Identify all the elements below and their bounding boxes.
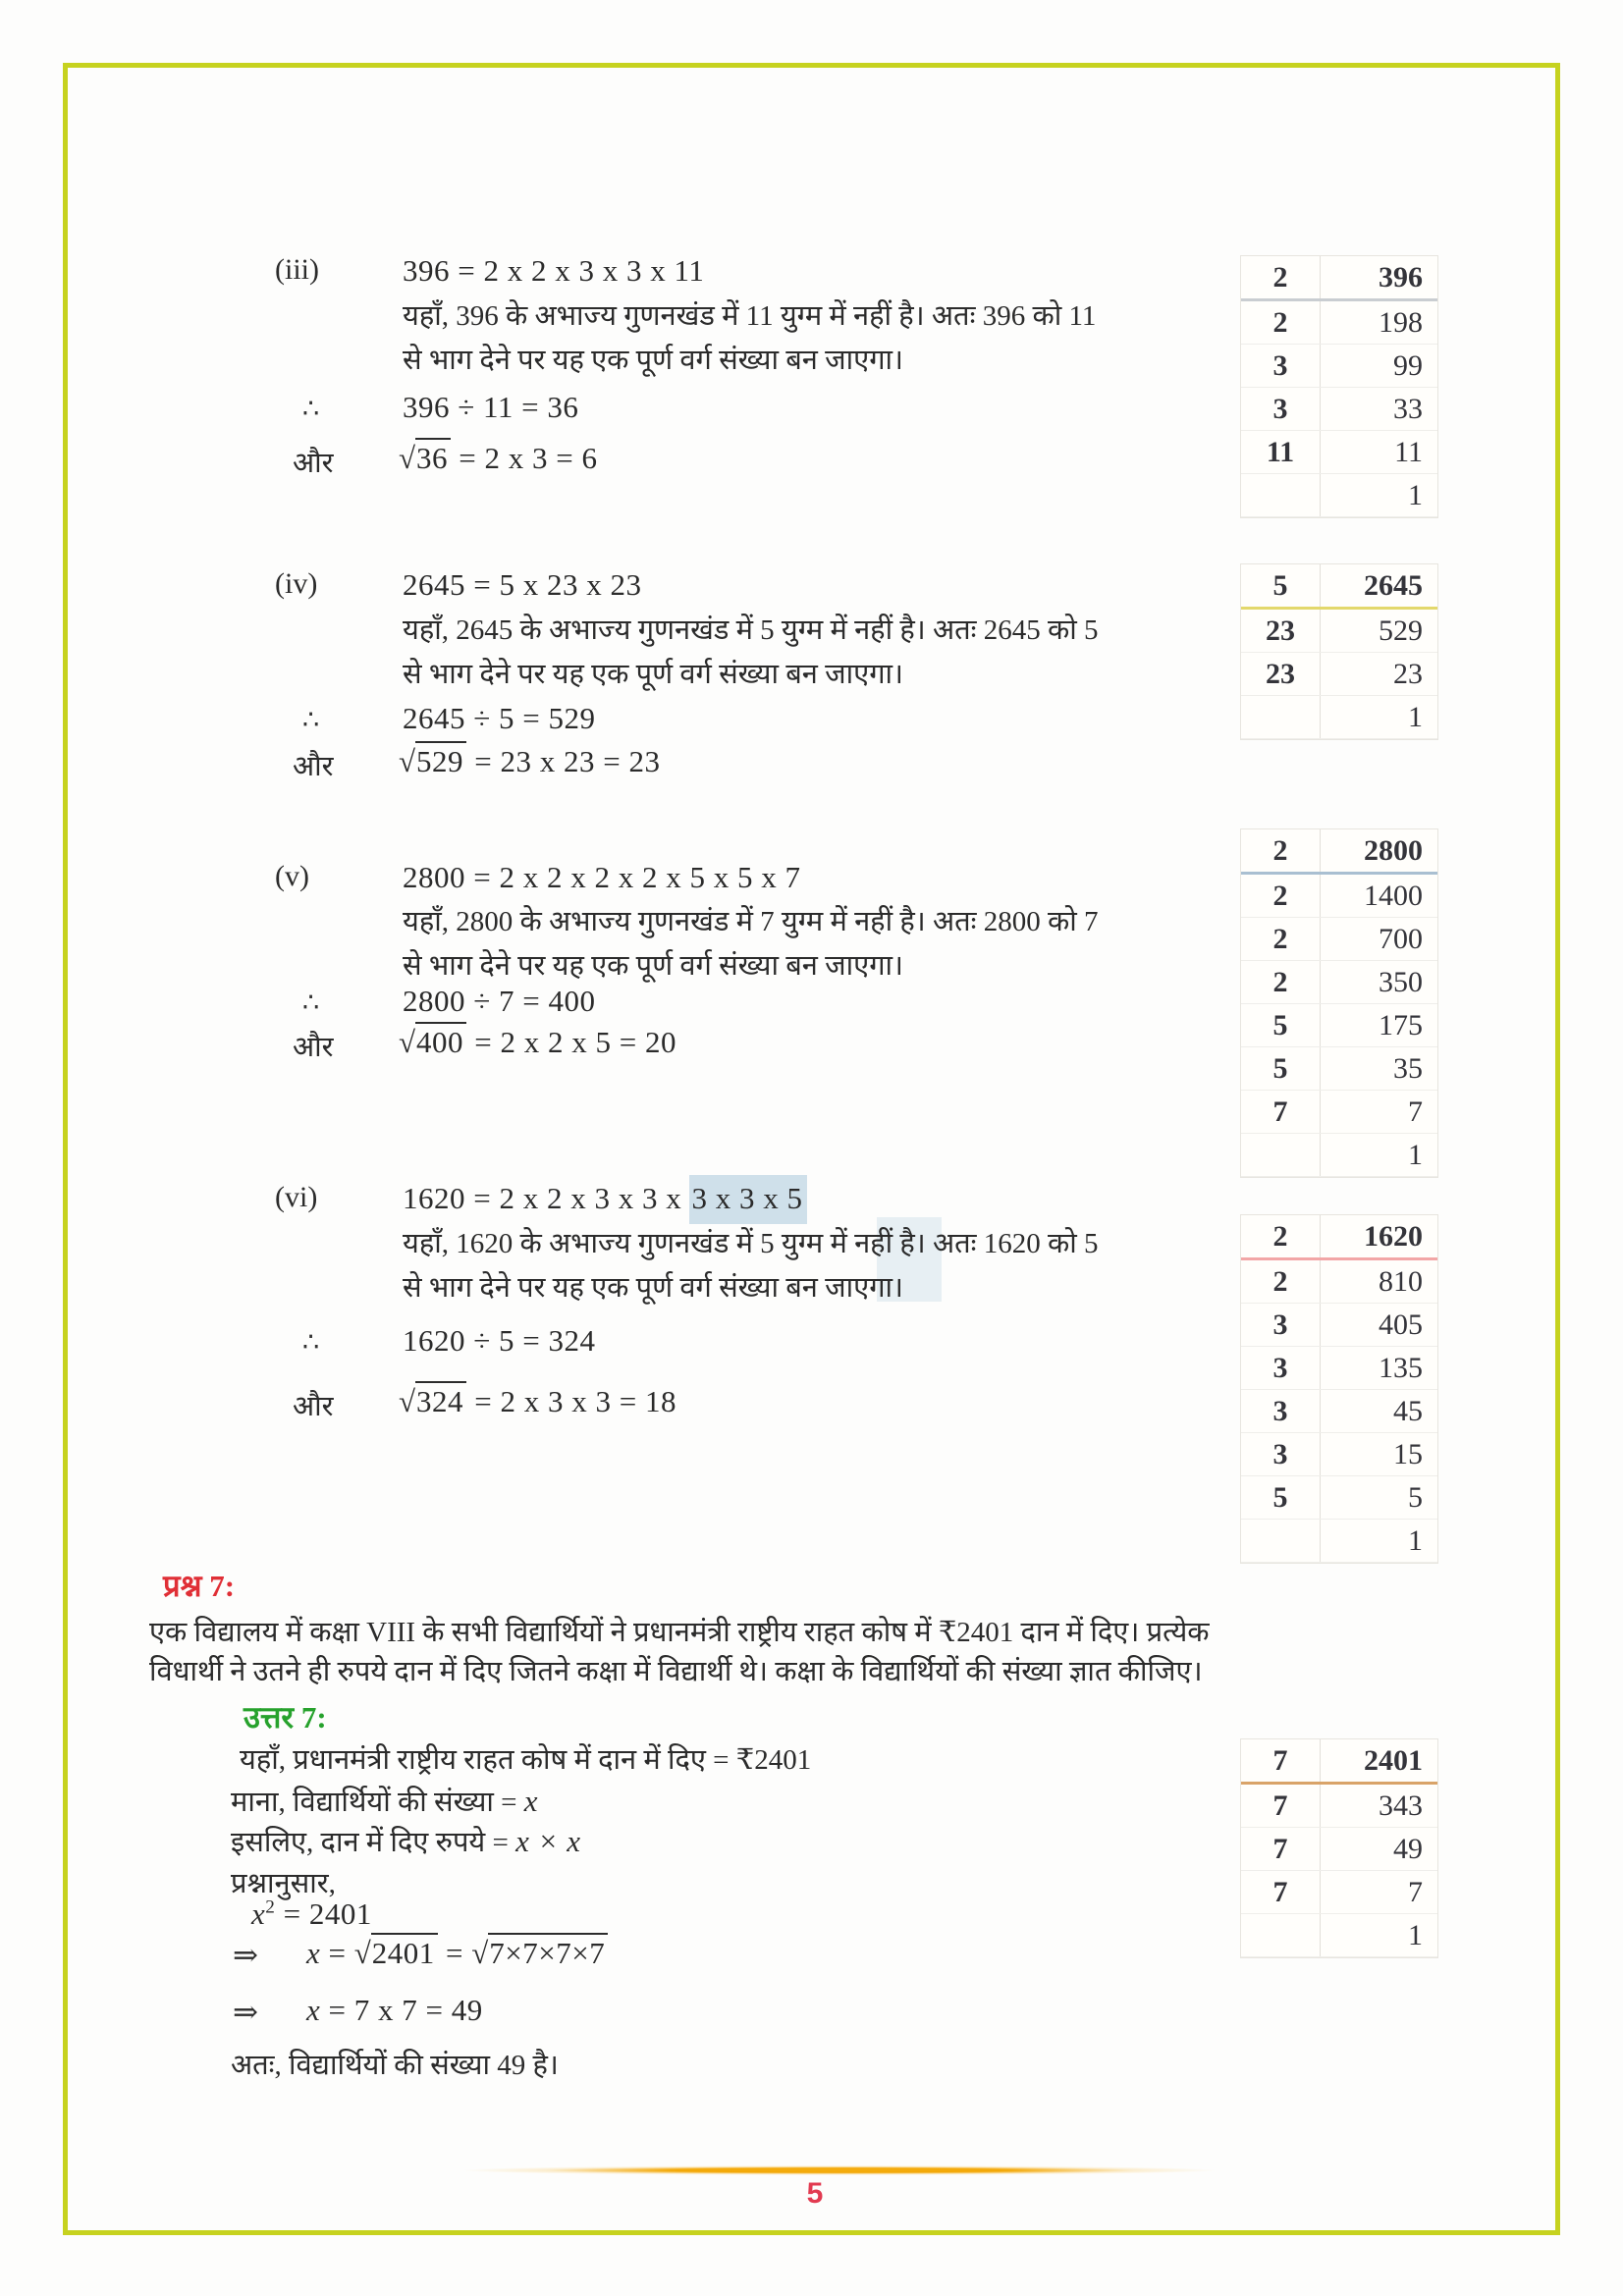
prime-factorization-equation (403, 860, 800, 895)
explanation-line: से भाग देने पर यह एक पूर्ण वर्ग संख्या बन जाएगा। (403, 659, 904, 690)
section-item-label: (v) (275, 860, 309, 892)
divisor-cell (1241, 1914, 1321, 1956)
factor-table-row (1241, 1347, 1437, 1390)
equation-text: 1620 = 2 x 2 x 3 x 3 x (403, 1181, 690, 1215)
quotient-cell: 405 (1379, 1308, 1423, 1341)
divisor-cell: 7 (1241, 1828, 1321, 1870)
divisor-cell: 7 (1241, 1871, 1321, 1913)
sqrt-expression (399, 441, 597, 476)
and-label: और (293, 1391, 334, 1422)
equation-text: = 7 x 7 = 49 (320, 1993, 483, 2027)
factor-table-row (1241, 1304, 1437, 1347)
factor-table-row (1241, 1433, 1437, 1476)
factor-table-row (1241, 610, 1437, 653)
divisor-cell: 2 (1241, 1260, 1321, 1303)
question-text-line: एक विद्यालय में कक्षा VIII के सभी विद्यार्थियों ने प्रधानमंत्री राष्ट्रीय राहत कोष में ₹2401 दान में दिए। प्रत्येक (149, 1617, 1210, 1648)
divisor-cell: 7 (1241, 1091, 1321, 1133)
quotient-cell: 1 (1408, 478, 1423, 511)
quotient-cell: 1620 (1364, 1219, 1423, 1253)
equals: = (320, 1936, 354, 1970)
page-number: 5 (806, 2177, 824, 2210)
divisor-cell: 3 (1241, 1347, 1321, 1389)
division-equation: 1620 ÷ 5 = 324 (403, 1323, 596, 1358)
therefore-symbol: ∴ (302, 1327, 320, 1357)
equation-result (306, 1993, 483, 2028)
quotient-cell: 1 (1408, 1523, 1423, 1557)
decorative-rule (461, 2165, 1217, 2175)
division-equation: 2800 ÷ 7 = 400 (403, 984, 596, 1018)
factor-table-row (1241, 431, 1437, 474)
explanation-line: यहाँ, 396 के अभाज्य गुणनखंड में 11 युग्म में नहीं है। अतः 396 को 11 (403, 300, 1097, 332)
factor-table-row (1241, 1091, 1437, 1134)
sqrt-icon: √ (399, 744, 416, 778)
prime-factorization-equation (403, 1181, 807, 1216)
quotient-cell: 7 (1408, 1095, 1423, 1128)
factor-table-row (1241, 474, 1437, 517)
section-item-label: (iv) (275, 567, 318, 600)
quotient-cell: 49 (1393, 1832, 1423, 1865)
sqrt-expression (399, 1025, 676, 1060)
explanation-line: से भाग देने पर यह एक पूर्ण वर्ग संख्या बन जाएगा। (403, 950, 904, 982)
divisor-cell: 2 (1241, 1215, 1321, 1257)
divisor-cell: 23 (1241, 610, 1321, 652)
radicand: 324 (415, 1381, 466, 1418)
root-result: = 23 x 23 = 23 (466, 744, 661, 778)
root-result: = 2 x 3 x 3 = 18 (466, 1384, 676, 1418)
factor-table-row (1241, 1260, 1437, 1304)
root-result: = 2 x 2 x 5 = 20 (466, 1025, 676, 1059)
and-label: और (293, 448, 334, 479)
divisor-cell: 3 (1241, 1304, 1321, 1346)
quotient-cell: 2800 (1364, 833, 1423, 867)
divisor-cell (1241, 696, 1321, 738)
quotient-cell: 343 (1379, 1789, 1423, 1822)
sqrt-icon: √ (399, 1384, 416, 1418)
factor-table-row (1241, 1390, 1437, 1433)
factor-table-row (1241, 345, 1437, 388)
question-text-line: विधार्थी ने उतने ही रुपये दान में दिए जितने कक्षा में विद्यार्थी थे। कक्षा के विद्यार्थियों की संख्या ज्ञात कीजिए। (149, 1656, 1203, 1687)
divisor-cell (1241, 474, 1321, 516)
equation-text: 2645 = 5 x 23 x 23 (403, 567, 642, 602)
answer-line (231, 1782, 538, 1820)
answer-conclusion: अतः, विद्यार्थियों की संख्या 49 है। (231, 2050, 559, 2081)
equation-x-squared (251, 1896, 372, 1932)
quotient-cell: 7 (1408, 1875, 1423, 1908)
factor-table-row (1241, 1828, 1437, 1871)
explanation-line: से भाग देने पर यह एक पूर्ण वर्ग संख्या बन जाएगा। (403, 345, 904, 376)
section-item-label: (iii) (275, 253, 319, 286)
factor-table-row (1241, 1871, 1437, 1914)
quotient-cell: 1 (1408, 1138, 1423, 1171)
factor-table-row (1241, 1004, 1437, 1047)
factor-table-header (1241, 829, 1437, 875)
divisor-cell: 7 (1241, 1785, 1321, 1827)
factor-table-row (1241, 1520, 1437, 1563)
radicand: 7×7×7×7 (488, 1933, 608, 1970)
sqrt-icon: √ (399, 441, 416, 475)
factor-table-row (1241, 388, 1437, 431)
explanation-line: यहाँ, 2645 के अभाज्य गुणनखंड में 5 युग्म में नहीं है। अतः 2645 को 5 (403, 614, 1099, 646)
divisor-cell: 3 (1241, 388, 1321, 430)
equation-text: 2800 = 2 x 2 x 2 x 2 x 5 x 5 x 7 (403, 860, 801, 894)
quotient-cell: 35 (1393, 1051, 1423, 1085)
divisor-cell: 23 (1241, 653, 1321, 695)
answer-heading: उत्तर 7: (243, 1700, 327, 1735)
quotient-cell: 2645 (1364, 568, 1423, 602)
sqrt-icon: √ (353, 1936, 371, 1970)
x-times-x: x × x (515, 1824, 581, 1858)
exponent: 2 (265, 1896, 276, 1918)
division-equation: 396 ÷ 11 = 36 (403, 390, 579, 424)
therefore-symbol: ∴ (302, 705, 320, 734)
factor-table-iv (1240, 563, 1438, 740)
division-equation: 2645 ÷ 5 = 529 (403, 701, 596, 735)
divisor-cell: 2 (1241, 918, 1321, 960)
variable-x: x (523, 1784, 539, 1818)
answer-line: प्रश्नानुसार, (231, 1868, 336, 1899)
factor-table-row (1241, 875, 1437, 918)
divisor-cell: 3 (1241, 1390, 1321, 1432)
divisor-cell: 2 (1241, 256, 1321, 298)
divisor-cell: 2 (1241, 829, 1321, 872)
explanation-line: यहाँ, 2800 के अभाज्य गुणनखंड में 7 युग्म में नहीं है। अतः 2800 को 7 (403, 906, 1099, 937)
quotient-cell: 1400 (1364, 879, 1423, 912)
question-heading: प्रश्न 7: (163, 1569, 236, 1603)
radicand: 400 (415, 1022, 466, 1059)
highlighted-factors: 3 x 3 x 5 (689, 1175, 807, 1224)
root-result: = 2 x 3 = 6 (451, 441, 598, 475)
quotient-cell: 529 (1379, 614, 1423, 647)
quotient-cell: 1 (1408, 1918, 1423, 1951)
quotient-cell: 11 (1394, 435, 1423, 468)
quotient-cell: 135 (1379, 1351, 1423, 1384)
equation-sqrt-2401 (306, 1936, 608, 1971)
radicand: 2401 (371, 1933, 438, 1970)
factor-table-row (1241, 1476, 1437, 1520)
and-label: और (293, 1032, 334, 1063)
divisor-cell (1241, 1134, 1321, 1176)
divisor-cell: 2 (1241, 301, 1321, 344)
quotient-cell: 45 (1393, 1394, 1423, 1427)
factor-table-q7 (1240, 1738, 1438, 1958)
factor-table-row (1241, 1047, 1437, 1091)
quotient-cell: 396 (1379, 260, 1423, 294)
factor-table-header (1241, 1739, 1437, 1785)
quotient-cell: 175 (1379, 1008, 1423, 1041)
quotient-cell: 198 (1379, 305, 1423, 339)
answer-line: यहाँ, प्रधानमंत्री राष्ट्रीय राहत कोष में दान में दिए = ₹2401 (240, 1744, 812, 1776)
prime-factorization-equation (403, 253, 704, 289)
quotient-cell: 33 (1393, 392, 1423, 425)
quotient-cell: 1 (1408, 700, 1423, 733)
radicand: 36 (415, 438, 451, 475)
equals: = (437, 1936, 472, 1970)
variable-x: x (251, 1896, 266, 1931)
variable-x: x (306, 1993, 321, 2027)
quotient-cell: 99 (1393, 348, 1423, 382)
divisor-cell: 5 (1241, 1004, 1321, 1046)
variable-x: x (306, 1936, 321, 1970)
quotient-cell: 350 (1379, 965, 1423, 998)
factor-table-v (1240, 828, 1438, 1178)
factor-table-header (1241, 256, 1437, 301)
implies-icon: ⇒ (233, 1995, 259, 2029)
quotient-cell: 810 (1379, 1264, 1423, 1298)
factor-table-row (1241, 696, 1437, 739)
sqrt-icon: √ (471, 1936, 489, 1970)
factor-table-header (1241, 564, 1437, 610)
divisor-cell: 2 (1241, 961, 1321, 1003)
divisor-cell: 5 (1241, 1047, 1321, 1090)
and-label: और (293, 751, 334, 782)
answer-text: माना, विद्यार्थियों की संख्या = (231, 1787, 524, 1818)
implies-icon: ⇒ (233, 1938, 259, 1972)
factor-table-row (1241, 918, 1437, 961)
section-item-label: (vi) (275, 1181, 318, 1213)
equation-text: 396 = 2 x 2 x 3 x 3 x 11 (403, 253, 705, 288)
quotient-cell: 15 (1393, 1437, 1423, 1470)
factor-table-header (1241, 1215, 1437, 1260)
factor-table-row (1241, 301, 1437, 345)
divisor-cell: 5 (1241, 564, 1321, 607)
divisor-cell: 7 (1241, 1739, 1321, 1782)
quotient-cell: 5 (1408, 1480, 1423, 1514)
sqrt-expression (399, 1384, 676, 1419)
factor-table-vi (1240, 1214, 1438, 1564)
answer-text: इसलिए, दान में दिए रुपये = (231, 1827, 516, 1858)
explanation-line: से भाग देने पर यह एक पूर्ण वर्ग संख्या बन जाएगा। (403, 1272, 904, 1304)
answer-line (231, 1822, 581, 1860)
divisor-cell: 5 (1241, 1476, 1321, 1519)
factor-table-row (1241, 961, 1437, 1004)
factor-table-row (1241, 1785, 1437, 1828)
prime-factorization-equation (403, 567, 641, 603)
divisor-cell (1241, 1520, 1321, 1562)
factor-table-row (1241, 1914, 1437, 1957)
radicand: 529 (415, 741, 466, 778)
equation-text: = 2401 (275, 1896, 372, 1931)
sqrt-expression (399, 744, 660, 779)
therefore-symbol: ∴ (302, 394, 320, 423)
explanation-line: यहाँ, 1620 के अभाज्य गुणनखंड में 5 युग्म में नहीं है। अतः 1620 को 5 (403, 1228, 1099, 1259)
quotient-cell: 700 (1379, 922, 1423, 955)
quotient-cell: 2401 (1364, 1743, 1423, 1777)
factor-table-iii (1240, 255, 1438, 518)
divisor-cell: 3 (1241, 1433, 1321, 1475)
divisor-cell: 11 (1241, 431, 1321, 473)
factor-table-row (1241, 653, 1437, 696)
factor-table-row (1241, 1134, 1437, 1177)
divisor-cell: 2 (1241, 875, 1321, 917)
quotient-cell: 23 (1393, 657, 1423, 690)
divisor-cell: 3 (1241, 345, 1321, 387)
sqrt-icon: √ (399, 1025, 416, 1059)
therefore-symbol: ∴ (302, 988, 320, 1017)
